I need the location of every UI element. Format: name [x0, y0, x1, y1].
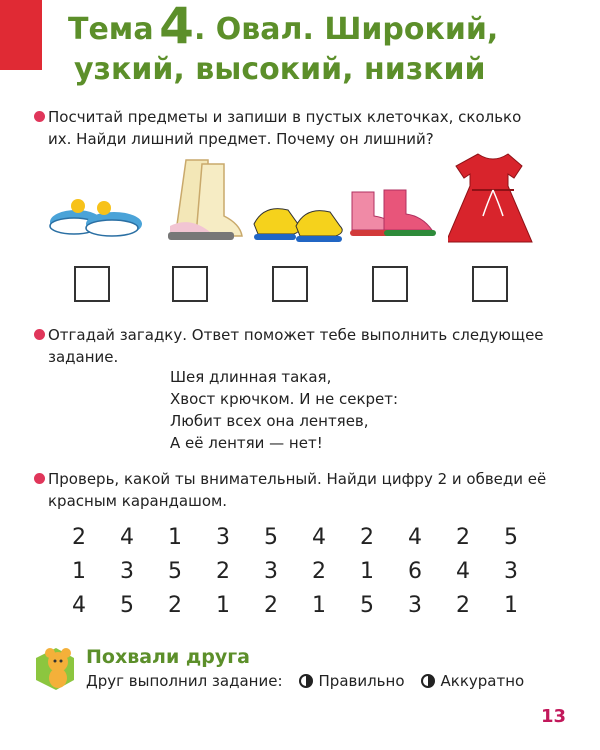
page-number: 13	[540, 706, 566, 727]
task-2-text: Отгадай загадку. Ответ поможет тебе выполнить следующее задание.	[48, 326, 544, 366]
bullet-icon	[34, 473, 45, 484]
digit[interactable]: 1	[360, 559, 374, 584]
answer-box[interactable]	[372, 266, 408, 302]
task-1	[48, 106, 548, 150]
digit[interactable]: 3	[504, 559, 518, 584]
digit-row	[55, 559, 535, 593]
poem-line: А её лентяи — нет!	[170, 434, 323, 452]
digit[interactable]: 1	[72, 559, 86, 584]
digit[interactable]: 2	[456, 525, 470, 550]
task-3-text: Проверь, какой ты внимательный. Найди цифру 2 и обведи её красным карандашом.	[48, 470, 547, 510]
sneakers-image	[250, 194, 346, 246]
mouse-mascot-icon	[30, 640, 80, 692]
digit[interactable]: 4	[120, 525, 134, 550]
praise-title: Похвали друга	[86, 646, 250, 668]
digit[interactable]: 5	[264, 525, 278, 550]
answer-box[interactable]	[74, 266, 110, 302]
title-line1: . Овал. Широкий,	[193, 12, 499, 47]
digit[interactable]: 5	[120, 593, 134, 618]
digit[interactable]: 3	[216, 525, 230, 550]
digit-grid	[55, 525, 535, 627]
boots-image	[156, 156, 246, 248]
radio-correct[interactable]	[299, 674, 313, 688]
shoes-image	[344, 180, 440, 246]
dress-image	[448, 150, 538, 248]
digit[interactable]: 4	[312, 525, 326, 550]
poem-line: Любит всех она лентяев,	[170, 412, 369, 430]
answer-box[interactable]	[472, 266, 508, 302]
option-neat-label: Аккуратно	[440, 672, 525, 690]
digit[interactable]: 2	[72, 525, 86, 550]
items-illustration	[48, 150, 548, 250]
radio-neat[interactable]	[421, 674, 435, 688]
digit[interactable]: 5	[168, 559, 182, 584]
poem-line: Хвост крючком. И не секрет:	[170, 390, 399, 408]
digit[interactable]: 6	[408, 559, 422, 584]
task-1-text: Посчитай предметы и запиши в пустых клеточках, сколько их. Найди лишний предмет. Почему он лишний?	[48, 108, 522, 148]
digit[interactable]: 1	[168, 525, 182, 550]
digit[interactable]: 5	[360, 593, 374, 618]
digit[interactable]: 2	[456, 593, 470, 618]
digit[interactable]: 3	[120, 559, 134, 584]
answer-boxes	[0, 266, 600, 306]
digit[interactable]: 4	[456, 559, 470, 584]
digit[interactable]: 2	[360, 525, 374, 550]
page-title	[68, 0, 588, 88]
digit[interactable]: 1	[312, 593, 326, 618]
option-correct-label: Правильно	[318, 672, 405, 690]
bullet-icon	[34, 329, 45, 340]
digit[interactable]: 1	[504, 593, 518, 618]
digit[interactable]: 2	[264, 593, 278, 618]
digit[interactable]: 4	[72, 593, 86, 618]
praise-prompt: Друг выполнил задание:	[86, 672, 283, 690]
riddle-poem	[170, 366, 398, 454]
answer-box[interactable]	[172, 266, 208, 302]
digit[interactable]: 2	[168, 593, 182, 618]
digit[interactable]: 4	[408, 525, 422, 550]
title-line2: узкий, высокий, низкий	[74, 52, 486, 87]
digit[interactable]: 2	[312, 559, 326, 584]
praise-line	[86, 672, 524, 690]
slippers-image	[48, 192, 148, 244]
page-corner-tab	[0, 0, 42, 70]
answer-box[interactable]	[272, 266, 308, 302]
bullet-icon	[34, 111, 45, 122]
digit[interactable]: 3	[264, 559, 278, 584]
topic-number: 4	[159, 0, 194, 55]
digit-row	[55, 593, 535, 627]
task-2	[48, 324, 548, 368]
digit[interactable]: 1	[216, 593, 230, 618]
poem-line: Шея длинная такая,	[170, 368, 332, 386]
digit[interactable]: 5	[504, 525, 518, 550]
digit[interactable]: 2	[216, 559, 230, 584]
topic-label: Тема	[68, 12, 154, 47]
task-3	[48, 468, 548, 512]
digit-row	[55, 525, 535, 559]
digit[interactable]: 3	[408, 593, 422, 618]
